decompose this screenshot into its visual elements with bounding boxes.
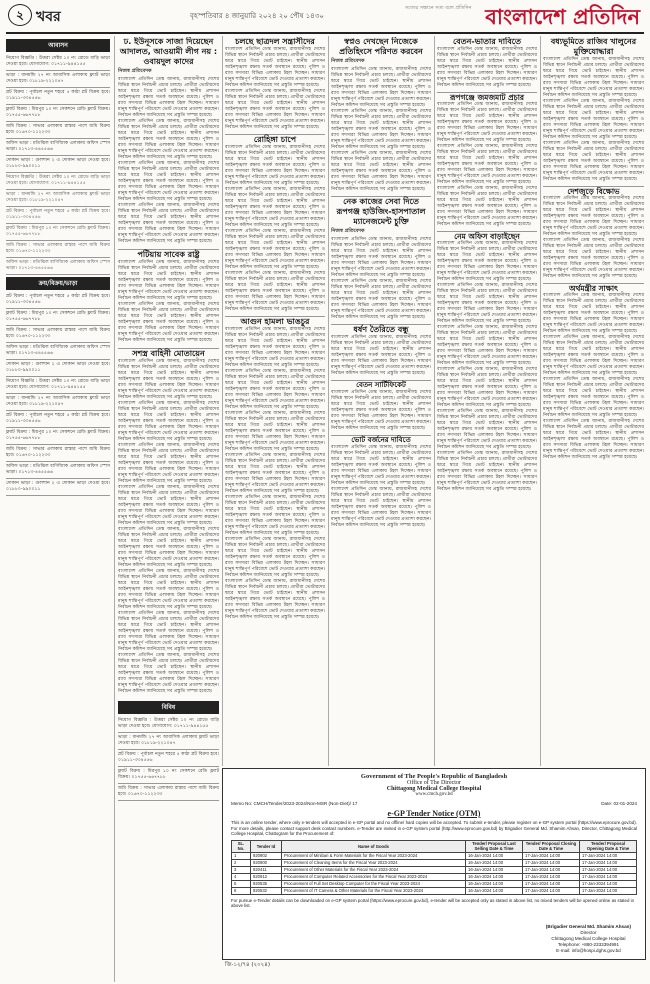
- header-rule: [6, 32, 644, 34]
- article-body: বাংলাদেশ প্রতিদিন ডেস্ক জানায়, রাজধানীসহ দেশের বিভিন্ন স্থানে নির্বাচনী প্রচার চলছে। প্রার্থীরা ভোটারদের দ্বারে দ্বারে গিয়ে ভোট চাইছেন। স্থানীয় প্রশাসন আইনশৃঙ্খলা রক্ষায় সতর্ক অবস্থানে রয়েছে। পুলিশ ও র‍্যাব সদস্যরা বিভিন্ন এলাকায় টহল দিচ্ছেন। সাধারণ মানুষ শান্তিপূর্ণ পরিবেশে ভোট দেওয়ার প্রত্যাশা করছেন। নির্বাচন কমিশন জানিয়েছে সব প্রস্তুতি সম্পন্ন হয়েছে।: [437, 241, 537, 282]
- article-headline: অর্থমন্ত্রীর সাক্ষাৎ: [543, 283, 644, 293]
- article-headline: নেক কাজের সেবা দিতে রূপগঞ্জ হাউজিং-হাসপাতাল ম্যানেজমেন্ট চুক্তি: [331, 196, 431, 227]
- classified-ad: ফ্ল্যাট বিক্রয় : মিরপুর ১০ নং সেকশনে রেডি ফ্ল্যাট বিক্রয়। ০১৭৫৫-৬৬৭৭৮৮: [6, 224, 110, 241]
- article-headline: বধ্যভূমিতে রাজিব খালুনের মুক্তিযোদ্ধারা: [550, 37, 637, 56]
- tender-website-link[interactable]: www.cmch.gov.bd: [415, 792, 453, 797]
- article-body: বাংলাদেশ প্রতিদিন ডেস্ক জানায়, রাজধানীসহ দেশের বিভিন্ন স্থানে নির্বাচনী প্রচার চলছে। প্রার্থীরা ভোটারদের দ্বারে দ্বারে গিয়ে ভোট চাইছেন। স্থানীয় প্রশাসন আইনশৃঙ্খলা রক্ষায় সতর্ক অবস্থানে রয়েছে। পুলিশ ও র‍্যাব সদস্যরা বিভিন্ন এলাকায় টহল দিচ্ছেন। সাধারণ মানুষ শান্তিপূর্ণ পরিবেশে ভোট দেওয়ার প্রত্যাশা করছেন। নির্বাচন কমিশন জানিয়েছে সব প্রস্তুতি সম্পন্ন হয়েছে।: [543, 196, 644, 237]
- classified-ad: জমি বিক্রয় : সাভার এলাকায় রাস্তার পাশে জমি বিক্রয় হবে। ০১৬৭০-১১২২৩৩: [6, 122, 110, 139]
- article-body: বাংলাদেশ প্রতিদিন ডেস্ক জানায়, রাজধানীসহ দেশের বিভিন্ন স্থানে নির্বাচনী প্রচার চলছে। প্রার্থীরা ভোটারদের দ্বারে দ্বারে গিয়ে ভোট চাইছেন। স্থানীয় প্রশাসন আইনশৃঙ্খলা রক্ষায় সতর্ক অবস্থানে রয়েছে। পুলিশ ও র‍্যাব সদস্যরা বিভিন্ন এলাকায় টহল দিচ্ছেন। সাধারণ মানুষ শান্তিপূর্ণ পরিবেশে ভোট দেওয়ার প্রত্যাশা করছেন। নির্বাচন কমিশন জানিয়েছে সব প্রস্তুতি সম্পন্ন হয়েছে।: [118, 401, 219, 442]
- article-headline: বেতন সার্টিফিকেট: [331, 380, 431, 390]
- signer-title: Director: [580, 930, 597, 935]
- column-divider: [434, 36, 435, 766]
- article-body: বাংলাদেশ প্রতিদিন ডেস্ক জানায়, রাজধানীসহ দেশের বিভিন্ন স্থানে নির্বাচনী প্রচার চলছে। প্রার্থীরা ভোটারদের দ্বারে দ্বারে গিয়ে ভোট চাইছেন। স্থানীয় প্রশাসন আইনশৃঙ্খলা রক্ষায় সতর্ক অবস্থানে রয়েছে। পুলিশ ও র‍্যাব সদস্যরা বিভিন্ন এলাকায় টহল দিচ্ছেন। সাধারণ মানুষ শান্তিপূর্ণ পরিবেশে ভোট দেওয়ার প্রত্যাশা করছেন। নির্বাচন কমিশন জানিয়েছে সব প্রস্তুতি সম্পন্ন হয়েছে।: [331, 237, 431, 278]
- article-headline: দেশজুড়ে বিক্ষোভ: [543, 186, 644, 196]
- tender-cell: 920411: [251, 866, 282, 873]
- article-body: বাংলাদেশ প্রতিদিন ডেস্ক জানায়, রাজধানীসহ দেশের বিভিন্ন স্থানে নির্বাচনী প্রচার চলছে। প্রার্থীরা ভোটারদের দ্বারে দ্বারে গিয়ে ভোট চাইছেন। স্থানীয় প্রশাসন আইনশৃঙ্খলা রক্ষায় সতর্ক অবস্থানে রয়েছে। পুলিশ ও র‍্যাব সদস্যরা বিভিন্ন এলাকায় টহল দিচ্ছেন। সাধারণ মানুষ শান্তিপূর্ণ পরিবেশে ভোট দেওয়ার প্রত্যাশা করছেন। নির্বাচন কমিশন জানিয়েছে সব প্রস্তুতি সম্পন্ন হয়েছে।: [225, 271, 325, 312]
- tender-cell: 6: [232, 887, 251, 894]
- classified-ad: নিয়োগ বিজ্ঞপ্তি : উত্তরা সেক্টর ১০ নং রোডে বাড়ি ভাড়া দেওয়া হবে। যোগাযোগ: ০১৭১১-৯৪৪১৫৫: [6, 54, 110, 71]
- col-sl: SL. No.: [232, 840, 251, 852]
- tender-cell: 16-Jan-2024 14:00: [466, 880, 523, 887]
- article-byline: নিজস্ব প্রতিবেদক: [331, 228, 365, 234]
- article-body: বাংলাদেশ প্রতিদিন ডেস্ক জানায়, রাজধানীসহ দেশের বিভিন্ন স্থানে নির্বাচনী প্রচার চলছে। প্রার্থীরা ভোটারদের দ্বারে দ্বারে গিয়ে ভোট চাইছেন। স্থানীয় প্রশাসন আইনশৃঙ্খলা রক্ষায় সতর্ক অবস্থানে রয়েছে। পুলিশ ও র‍্যাব সদস্যরা বিভিন্ন এলাকায় টহল দিচ্ছেন। সাধারণ মানুষ শান্তিপূর্ণ পরিবেশে ভোট দেওয়ার প্রত্যাশা করছেন। নির্বাচন কমিশন জানিয়েছে সব প্রস্তুতি সম্পন্ন হয়েছে।: [331, 390, 431, 431]
- article-body: বাংলাদেশ প্রতিদিন ডেস্ক জানায়, রাজধানীসহ দেশের বিভিন্ন স্থানে নির্বাচনী প্রচার চলছে। প্রার্থীরা ভোটারদের দ্বারে দ্বারে গিয়ে ভোট চাইছেন। স্থানীয় প্রশাসন আইনশৃঙ্খলা রক্ষায় সতর্ক অবস্থানে রয়েছে। পুলিশ ও র‍্যাব সদস্যরা বিভিন্ন এলাকায় টহল দিচ্ছেন। সাধারণ মানুষ শান্তিপূর্ণ পরিবেশে ভোট দেওয়ার প্রত্যাশা করছেন। নির্বাচন কমিশন জানিয়েছে সব প্রস্তুতি সম্পন্ন হয়েছে।: [543, 99, 644, 140]
- classified-ad: প্লট বিক্রয় : পূর্বাচল নতুন শহরে ৫ কাঠা প্লট বিক্রয় হবে। ০১৯১১-৩৩৪৫৫৬: [6, 411, 110, 428]
- classified-ad: অফিস ভাড়া : মতিঝিল বাণিজ্যিক এলাকায় অফিস স্পেস ভাড়া। ০১৭১৩-৪৪৫৫৬৬: [6, 139, 110, 156]
- article-body: বাংলাদেশ প্রতিদিন ডেস্ক জানায়, রাজধানীসহ দেশের বিভিন্ন স্থানে নির্বাচনী প্রচার চলছে। প্রার্থীরা ভোটারদের দ্বারে দ্বারে গিয়ে ভোট চাইছেন। স্থানীয় প্রশাসন আইনশৃঙ্খলা রক্ষায় সতর্ক অবস্থানে রয়েছে। পুলিশ ও র‍্যাব সদস্যরা বিভিন্ন এলাকায় টহল দিচ্ছেন। সাধারণ মানুষ শান্তিপূর্ণ পরিবেশে ভোট দেওয়ার প্রত্যাশা করছেন। নির্বাচন কমিশন জানিয়েছে সব প্রস্তুতি সম্পন্ন হয়েছে।: [331, 109, 431, 150]
- classified-ad: ভাড়া : ধানমন্ডি ২৭ নং আবাসিক এলাকায় ফ্ল্যাট ভাড়া দেওয়া হবে। ০১৮১৯-২২১০৪৭: [6, 71, 110, 88]
- column-divider: [222, 36, 223, 766]
- tender-cell: 17-Jan-2024 14:00: [523, 873, 580, 880]
- tender-cell: 920902: [251, 852, 282, 859]
- tender-cell: 920900: [251, 859, 282, 866]
- classified-ad: দোকান ভাড়া : গুলশান ২ এ দোকান ভাড়া দেওয়া হবে। ০১৮৮০-৯৯০০১১: [6, 156, 110, 173]
- tender-date: Date: 02-01-2024: [601, 801, 637, 806]
- article-body: বাংলাদেশ প্রতিদিন ডেস্ক জানায়, রাজধানীসহ দেশের বিভিন্ন স্থানে নির্বাচনী প্রচার চলছে। প্রার্থীরা ভোটারদের দ্বারে দ্বারে গিয়ে ভোট চাইছেন। স্থানীয় প্রশাসন আইনশৃঙ্খলা রক্ষায় সতর্ক অবস্থানে রয়েছে। পুলিশ ও র‍্যাব সদস্যরা বিভিন্ন এলাকায় টহল দিচ্ছেন। সাধারণ মানুষ শান্তিপূর্ণ পরিবেশে ভোট দেওয়ার প্রত্যাশা করছেন। নির্বাচন কমিশন জানিয়েছে সব প্রস্তুতি সম্পন্ন হয়েছে।: [543, 57, 644, 98]
- tender-cell: 3: [232, 866, 251, 873]
- article-body: বাংলাদেশ প্রতিদিন ডেস্ক জানায়, রাজধানীসহ দেশের বিভিন্ন স্থানে নির্বাচনী প্রচার চলছে। প্রার্থীরা ভোটারদের দ্বারে দ্বারে গিয়ে ভোট চাইছেন। স্থানীয় প্রশাসন আইনশৃঙ্খলা রক্ষায় সতর্ক অবস্থানে রয়েছে। পুলিশ ও র‍্যাব সদস্যরা বিভিন্ন এলাকায় টহল দিচ্ছেন। সাধারণ মানুষ শান্তিপূর্ণ পরিবেশে ভোট দেওয়ার প্রত্যাশা করছেন। নির্বাচন কমিশন জানিয়েছে সব প্রস্তুতি সম্পন্ন হয়েছে।: [118, 119, 219, 160]
- tender-cell: 1: [232, 852, 251, 859]
- tagline: সত্যের সন্ধানে সত্য বলে প্রতিদিন: [405, 5, 472, 11]
- tender-signature-block: [546, 924, 631, 954]
- tender-cell: 5: [232, 880, 251, 887]
- article-body: বাংলাদেশ প্রতিদিন ডেস্ক জানায়, রাজধানীসহ দেশের বিভিন্ন স্থানে নির্বাচনী প্রচার চলছে। প্রার্থীরা ভোটারদের দ্বারে দ্বারে গিয়ে ভোট চাইছেন। স্থানীয় প্রশাসন আইনশৃঙ্খলা রক্ষায় সতর্ক অবস্থানে রয়েছে। পুলিশ ও র‍্যাব সদস্যরা বিভিন্ন এলাকায় টহল দিচ্ছেন। সাধারণ মানুষ শান্তিপূর্ণ পরিবেশে ভোট দেওয়ার প্রত্যাশা করছেন। নির্বাচন কমিশন জানিয়েছে সব প্রস্তুতি সম্পন্ন হয়েছে।: [543, 377, 644, 418]
- article-headline: আগুন হামলা ভাঙচুর: [225, 316, 325, 327]
- tender-cell: 920532: [251, 887, 282, 894]
- classified-ad: নিয়োগ বিজ্ঞপ্তি : উত্তরা সেক্টর ১০ নং রোডে বাড়ি ভাড়া দেওয়া হবে। যোগাযোগ: ০১৭১১-৯৪৪১৫৫: [118, 716, 219, 733]
- classified-ad: ভাড়া : ধানমন্ডি ২৭ নং আবাসিক এলাকায় ফ্ল্যাট ভাড়া দেওয়া হবে। ০১৮১৯-২২১০৪৭: [118, 733, 219, 750]
- article-body: বাংলাদেশ প্রতিদিন ডেস্ক জানায়, রাজধানীসহ দেশের বিভিন্ন স্থানে নির্বাচনী প্রচার চলছে। প্রার্থীরা ভোটারদের দ্বারে দ্বারে গিয়ে ভোট চাইছেন। স্থানীয় প্রশাসন আইনশৃঙ্খলা রক্ষায় সতর্ক অবস্থানে রয়েছে। পুলিশ ও র‍্যাব সদস্যরা বিভিন্ন এলাকায় টহল দিচ্ছেন। সাধারণ মানুষ শান্তিপূর্ণ পরিবেশে ভোট দেওয়ার প্রত্যাশা করছেন। নির্বাচন কমিশন জানিয়েছে সব প্রস্তুতি সম্পন্ন হয়েছে।: [118, 260, 219, 301]
- tender-table-row: [232, 859, 637, 866]
- article-body: বাংলাদেশ প্রতিদিন ডেস্ক জানায়, রাজধানীসহ দেশের বিভিন্ন স্থানে নির্বাচনী প্রচার চলছে। প্রার্থীরা ভোটারদের দ্বারে দ্বারে গিয়ে ভোট চাইছেন। স্থানীয় প্রশাসন আইনশৃঙ্খলা রক্ষায় সতর্ক অবস্থানে রয়েছে। পুলিশ ও র‍্যাব সদস্যরা বিভিন্ন এলাকায় টহল দিচ্ছেন। সাধারণ মানুষ শান্তিপূর্ণ পরিবেশে ভোট দেওয়ার প্রত্যাশা করছেন। নির্বাচন কমিশন জানিয়েছে সব প্রস্তুতি সম্পন্ন হয়েছে।: [437, 144, 537, 185]
- news-column-2: [118, 37, 219, 977]
- classified-ad: ফ্ল্যাট বিক্রয় : মিরপুর ১০ নং সেকশনে রেডি ফ্ল্যাট বিক্রয়। ০১৭৫৫-৬৬৭৭৮৮: [118, 767, 219, 784]
- tender-gov-line: Government of The People's Republic of Bangladesh: [360, 773, 508, 780]
- classified-box-title: আবাসন: [6, 39, 110, 52]
- tender-title: e-GP Tender Notice (OTM): [387, 809, 481, 818]
- date-line: বৃহস্পতিবার ৪ জানুয়ারি ২০২৪ ২০ পৌষ ১৪৩০: [190, 12, 324, 20]
- tender-office: Office of The Director: [407, 780, 461, 786]
- tender-cell: Procurement of Minibari & Form Materials for the Fiscal Year 2023-2024: [282, 852, 466, 859]
- article-body: বাংলাদেশ প্রতিদিন ডেস্ক জানায়, রাজধানীসহ দেশের বিভিন্ন স্থানে নির্বাচনী প্রচার চলছে। প্রার্থীরা ভোটারদের দ্বারে দ্বারে গিয়ে ভোট চাইছেন। স্থানীয় প্রশাসন আইনশৃঙ্খলা রক্ষায় সতর্ক অবস্থানে রয়েছে। পুলিশ ও র‍্যাব সদস্যরা বিভিন্ন এলাকায় টহল দিচ্ছেন। সাধারণ মানুষ শান্তিপূর্ণ পরিবেশে ভোট দেওয়ার প্রত্যাশা করছেন। নির্বাচন কমিশন জানিয়েছে সব প্রস্তুতি সম্পন্ন হয়েছে।: [331, 487, 431, 528]
- col-selling-date: Tender/ Proposal Last Selling Date & Time: [466, 840, 523, 852]
- article-body: বাংলাদেশ প্রতিদিন ডেস্ক জানায়, রাজধানীসহ দেশের বিভিন্ন স্থানে নির্বাচনী প্রচার চলছে। প্রার্থীরা ভোটারদের দ্বারে দ্বারে গিয়ে ভোট চাইছেন। স্থানীয় প্রশাসন আইনশৃঙ্খলা রক্ষায় সতর্ক অবস্থানে রয়েছে। পুলিশ ও র‍্যাব সদস্যরা বিভিন্ন এলাকায় টহল দিচ্ছেন। সাধারণ মানুষ শান্তিপূর্ণ পরিবেশে ভোট দেওয়ার প্রত্যাশা করছেন। নির্বাচন কমিশন জানিয়েছে সব প্রস্তুতি সম্পন্ন হয়েছে।: [225, 327, 325, 368]
- tender-cell: 17-Jan-2024 14:00: [580, 880, 637, 887]
- classified-ad: ভাড়া : ধানমন্ডি ২৭ নং আবাসিক এলাকায় ফ্ল্যাট ভাড়া দেওয়া হবে। ০১৮১৯-২২১০৪৭: [6, 190, 110, 207]
- tender-cell: 2: [232, 859, 251, 866]
- tender-cell: 17-Jan-2024 14:00: [523, 859, 580, 866]
- article-body: বাংলাদেশ প্রতিদিন ডেস্ক জানায়, রাজধানীসহ দেশের বিভিন্ন স্থানে নির্বাচনী প্রচার চলছে। প্রার্থীরা ভোটারদের দ্বারে দ্বারে গিয়ে ভোট চাইছেন। স্থানীয় প্রশাসন আইনশৃঙ্খলা রক্ষায় সতর্ক অবস্থানে রয়েছে। পুলিশ ও র‍্যাব সদস্যরা বিভিন্ন এলাকায় টহল দিচ্ছেন। সাধারণ মানুষ শান্তিপূর্ণ পরিবেশে ভোট দেওয়ার প্রত্যাশা করছেন। নির্বাচন কমিশন জানিয়েছে সব প্রস্তুতি সম্পন্ন হয়েছে।: [118, 77, 219, 118]
- tender-hospital: Chittagong Medical College Hospital: [386, 786, 482, 792]
- article-body: বাংলাদেশ প্রতিদিন ডেস্ক জানায়, রাজধানীসহ দেশের বিভিন্ন স্থানে নির্বাচনী প্রচার চলছে। প্রার্থীরা ভোটারদের দ্বারে দ্বারে গিয়ে ভোট চাইছেন। স্থানীয় প্রশাসন আইনশৃঙ্খলা রক্ষায় সতর্ক অবস্থানে রয়েছে। পুলিশ ও র‍্যাব সদস্যরা বিভিন্ন এলাকায় টহল দিচ্ছেন। সাধারণ মানুষ শান্তিপূর্ণ পরিবেশে ভোট দেওয়ার প্রত্যাশা করছেন। নির্বাচন কমিশন জানিয়েছে সব প্রস্তুতি সম্পন্ন হয়েছে।: [118, 443, 219, 484]
- article-byline: নিজস্ব প্রতিবেদক: [331, 58, 365, 64]
- section-title: খবর: [36, 9, 61, 25]
- tender-cell: 16-Jan-2024 14:00: [466, 852, 523, 859]
- article-body: বাংলাদেশ প্রতিদিন ডেস্ক জানায়, রাজধানীসহ দেশের বিভিন্ন স্থানে নির্বাচনী প্রচার চলছে। প্রার্থীরা ভোটারদের দ্বারে দ্বারে গিয়ে ভোট চাইছেন। স্থানীয় প্রশাসন আইনশৃঙ্খলা রক্ষায় সতর্ক অবস্থানে রয়েছে। পুলিশ ও র‍্যাব সদস্যরা বিভিন্ন এলাকায় টহল দিচ্ছেন। সাধারণ মানুষ শান্তিপূর্ণ পরিবেশে ভোট দেওয়ার প্রত্যাশা করছেন। নির্বাচন কমিশন জানিয়েছে সব প্রস্তুতি সম্পন্ন হয়েছে।: [225, 495, 325, 536]
- classified-ad: জমি বিক্রয় : সাভার এলাকায় রাস্তার পাশে জমি বিক্রয় হবে। ০১৬৭০-১১২২৩৩: [6, 326, 110, 343]
- tender-cell: Procurement of Full Set Desktop Computer for the Fiscal Year 2023-2024: [282, 880, 466, 887]
- tender-table-row: [232, 880, 637, 887]
- article-headline: ধর্ষণ তৈরিতে বন্ধু: [331, 324, 431, 335]
- article-body: বাংলাদেশ প্রতিদিন ডেস্ক জানায়, রাজধানীসহ দেশের বিভিন্ন স্থানে নির্বাচনী প্রচার চলছে। প্রার্থীরা ভোটারদের দ্বারে দ্বারে গিয়ে ভোট চাইছেন। স্থানীয় প্রশাসন আইনশৃঙ্খলা রক্ষায় সতর্ক অবস্থানে রয়েছে। পুলিশ ও র‍্যাব সদস্যরা বিভিন্ন এলাকায় টহল দিচ্ছেন। সাধারণ মানুষ শান্তিপূর্ণ পরিবেশে ভোট দেওয়ার প্রত্যাশা করছেন। নির্বাচন কমিশন জানিয়েছে সব প্রস্তুতি সম্পন্ন হয়েছে।: [331, 67, 431, 108]
- tender-cell: Procurement of Cleaning Items for the Fiscal Year 2023-2024: [282, 859, 466, 866]
- article-body: বাংলাদেশ প্রতিদিন ডেস্ক জানায়, রাজধানীসহ দেশের বিভিন্ন স্থানে নির্বাচনী প্রচার চলছে। প্রার্থীরা ভোটারদের দ্বারে দ্বারে গিয়ে ভোট চাইছেন। স্থানীয় প্রশাসন আইনশৃঙ্খলা রক্ষায় সতর্ক অবস্থানে রয়েছে। পুলিশ ও র‍্যাব সদস্যরা বিভিন্ন এলাকায় টহল দিচ্ছেন। সাধারণ মানুষ শান্তিপূর্ণ পরিবেশে ভোট দেওয়ার প্রত্যাশা করছেন। নির্বাচন কমিশন জানিয়েছে সব প্রস্তুতি সম্পন্ন হয়েছে।: [437, 47, 537, 88]
- article-body: বাংলাদেশ প্রতিদিন ডেস্ক জানায়, রাজধানীসহ দেশের বিভিন্ন স্থানে নির্বাচনী প্রচার চলছে। প্রার্থীরা ভোটারদের দ্বারে দ্বারে গিয়ে ভোট চাইছেন। স্থানীয় প্রশাসন আইনশৃঙ্খলা রক্ষায় সতর্ক অবস্থানে রয়েছে। পুলিশ ও র‍্যাব সদস্যরা বিভিন্ন এলাকায় টহল দিচ্ছেন। সাধারণ মানুষ শান্তিপূর্ণ পরিবেশে ভোট দেওয়ার প্রত্যাশা করছেন। নির্বাচন কমিশন জানিয়েছে সব প্রস্তুতি সম্পন্ন হয়েছে।: [437, 409, 537, 450]
- tender-cell: 920535: [251, 880, 282, 887]
- article-headline: স্বপ্নও দেখছেন নিজেকে প্রতিহিংসে পরিণত করবেন: [339, 37, 423, 56]
- column-divider: [114, 36, 115, 982]
- tender-cell: 17-Jan-2024 14:00: [580, 873, 637, 880]
- article-headline: চলছে ছাত্রদল সন্ত্রাসীদের: [235, 37, 315, 46]
- classified-ad: প্লট বিক্রয় : পূর্বাচল নতুন শহরে ৫ কাঠা প্লট বিক্রয় হবে। ০১৯১১-৩৩৪৫৫৬: [118, 750, 219, 767]
- article-body: বাংলাদেশ প্রতিদিন ডেস্ক জানায়, রাজধানীসহ দেশের বিভিন্ন স্থানে নির্বাচনী প্রচার চলছে। প্রার্থীরা ভোটারদের দ্বারে দ্বারে গিয়ে ভোট চাইছেন। স্থানীয় প্রশাসন আইনশৃঙ্খলা রক্ষায় সতর্ক অবস্থানে রয়েছে। পুলিশ ও র‍্যাব সদস্যরা বিভিন্ন এলাকায় টহল দিচ্ছেন। সাধারণ মানুষ শান্তিপূর্ণ পরিবেশে ভোট দেওয়ার প্রত্যাশা করছেন। নির্বাচন কমিশন জানিয়েছে সব প্রস্তুতি সম্পন্ন হয়েছে।: [331, 445, 431, 486]
- article-body: বাংলাদেশ প্রতিদিন ডেস্ক জানায়, রাজধানীসহ দেশের বিভিন্ন স্থানে নির্বাচনী প্রচার চলছে। প্রার্থীরা ভোটারদের দ্বারে দ্বারে গিয়ে ভোট চাইছেন। স্থানীয় প্রশাসন আইনশৃঙ্খলা রক্ষায় সতর্ক অবস্থানে রয়েছে। পুলিশ ও র‍্যাব সদস্যরা বিভিন্ন এলাকায় টহল দিচ্ছেন। সাধারণ মানুষ শান্তিপূর্ণ পরিবেশে ভোট দেওয়ার প্রত্যাশা করছেন। নির্বাচন কমিশন জানিয়েছে সব প্রস্তুতি সম্পন্ন হয়েছে।: [331, 335, 431, 376]
- classified-ad: ফ্ল্যাট বিক্রয় : মিরপুর ১০ নং সেকশনে রেডি ফ্ল্যাট বিক্রয়। ০১৭৫৫-৬৬৭৭৮৮: [6, 105, 110, 122]
- column-divider: [328, 36, 329, 766]
- col-closing-date: Tender/ Proposal Closing Date & Time: [523, 840, 580, 852]
- column-divider: [540, 36, 541, 766]
- col-opening-date: Tender/ Proposal Opening Date & Time: [580, 840, 637, 852]
- article-body: বাংলাদেশ প্রতিদিন ডেস্ক জানায়, রাজধানীসহ দেশের বিভিন্ন স্থানে নির্বাচনী প্রচার চলছে। প্রার্থীরা ভোটারদের দ্বারে দ্বারে গিয়ে ভোট চাইছেন। স্থানীয় প্রশাসন আইনশৃঙ্খলা রক্ষায় সতর্ক অবস্থানে রয়েছে। পুলিশ ও র‍্যাব সদস্যরা বিভিন্ন এলাকায় টহল দিচ্ছেন। সাধারণ মানুষ শান্তিপূর্ণ পরিবেশে ভোট দেওয়ার প্রত্যাশা করছেন। নির্বাচন কমিশন জানিয়েছে সব প্রস্তুতি সম্পন্ন হয়েছে।: [225, 187, 325, 228]
- article-body: বাংলাদেশ প্রতিদিন ডেস্ক জানায়, রাজধানীসহ দেশের বিভিন্ন স্থানে নির্বাচনী প্রচার চলছে। প্রার্থীরা ভোটারদের দ্বারে দ্বারে গিয়ে ভোট চাইছেন। স্থানীয় প্রশাসন আইনশৃঙ্খলা রক্ষায় সতর্ক অবস্থানে রয়েছে। পুলিশ ও র‍্যাব সদস্যরা বিভিন্ন এলাকায় টহল দিচ্ছেন। সাধারণ মানুষ শান্তিপূর্ণ পরিবেশে ভোট দেওয়ার প্রত্যাশা করছেন। নির্বাচন কমিশন জানিয়েছে সব প্রস্তুতি সম্পন্ন হয়েছে।: [118, 359, 219, 400]
- gd-number: জি-১২/৭৪ (২০২৪): [225, 962, 270, 968]
- article-body: বাংলাদেশ প্রতিদিন ডেস্ক জানায়, রাজধানীসহ দেশের বিভিন্ন স্থানে নির্বাচনী প্রচার চলছে। প্রার্থীরা ভোটারদের দ্বারে দ্বারে গিয়ে ভোট চাইছেন। স্থানীয় প্রশাসন আইনশৃঙ্খলা রক্ষায় সতর্ক অবস্থানে রয়েছে। পুলিশ ও র‍্যাব সদস্যরা বিভিন্ন এলাকায় টহল দিচ্ছেন। সাধারণ মানুষ শান্তিপূর্ণ পরিবেশে ভোট দেওয়ার প্রত্যাশা করছেন। নির্বাচন কমিশন জানিয়েছে সব প্রস্তুতি সম্পন্ন হয়েছে।: [225, 229, 325, 270]
- tender-cell: 16-Jan-2024 14:00: [466, 866, 523, 873]
- masthead-logo: বাংলাদেশ প্রতিদিন: [485, 4, 640, 29]
- classified-box-title: ক্রয়/বিক্রয়/ভাড়া: [6, 277, 110, 290]
- tender-cell: 17-Jan-2024 14:00: [580, 859, 637, 866]
- col-goods: Name of Goods: [282, 840, 466, 852]
- news-column-3: [225, 37, 325, 765]
- article-body: বাংলাদেশ প্রতিদিন ডেস্ক জানায়, রাজধানীসহ দেশের বিভিন্ন স্থানে নির্বাচনী প্রচার চলছে। প্রার্থীরা ভোটারদের দ্বারে দ্বারে গিয়ে ভোট চাইছেন। স্থানীয় প্রশাসন আইনশৃঙ্খলা রক্ষায় সতর্ক অবস্থানে রয়েছে। পুলিশ ও র‍্যাব সদস্যরা বিভিন্ন এলাকায় টহল দিচ্ছেন। সাধারণ মানুষ শান্তিপূর্ণ পরিবেশে ভোট দেওয়ার প্রত্যাশা করছেন। নির্বাচন কমিশন জানিয়েছে সব প্রস্তুতি সম্পন্ন হয়েছে।: [437, 186, 537, 227]
- article-body: বাংলাদেশ প্রতিদিন ডেস্ক জানায়, রাজধানীসহ দেশের বিভিন্ন স্থানে নির্বাচনী প্রচার চলছে। প্রার্থীরা ভোটারদের দ্বারে দ্বারে গিয়ে ভোট চাইছেন। স্থানীয় প্রশাসন আইনশৃঙ্খলা রক্ষায় সতর্ক অবস্থানে রয়েছে। পুলিশ ও র‍্যাব সদস্যরা বিভিন্ন এলাকায় টহল দিচ্ছেন। সাধারণ মানুষ শান্তিপূর্ণ পরিবেশে ভোট দেওয়ার প্রত্যাশা করছেন। নির্বাচন কমিশন জানিয়েছে সব প্রস্তুতি সম্পন্ন হয়েছে।: [225, 145, 325, 186]
- classified-ad: নিয়োগ বিজ্ঞপ্তি : উত্তরা সেক্টর ১০ নং রোডে বাড়ি ভাড়া দেওয়া হবে। যোগাযোগ: ০১৭১১-৯৪৪১৫৫: [6, 377, 110, 394]
- article-body: বাংলাদেশ প্রতিদিন ডেস্ক জানায়, রাজধানীসহ দেশের বিভিন্ন স্থানে নির্বাচনী প্রচার চলছে। প্রার্থীরা ভোটারদের দ্বারে দ্বারে গিয়ে ভোট চাইছেন। স্থানীয় প্রশাসন আইনশৃঙ্খলা রক্ষায় সতর্ক অবস্থানে রয়েছে। পুলিশ ও র‍্যাব সদস্যরা বিভিন্ন এলাকায় টহল দিচ্ছেন। সাধারণ মানুষ শান্তিপূর্ণ পরিবেশে ভোট দেওয়ার প্রত্যাশা করছেন। নির্বাচন কমিশন জানিয়েছে সব প্রস্তুতি সম্পন্ন হয়েছে।: [225, 47, 325, 88]
- tender-table-row: [232, 887, 637, 894]
- article-body: বাংলাদেশ প্রতিদিন ডেস্ক জানায়, রাজধানীসহ দেশের বিভিন্ন স্থানে নির্বাচনী প্রচার চলছে। প্রার্থীরা ভোটারদের দ্বারে দ্বারে গিয়ে ভোট চাইছেন। স্থানীয় প্রশাসন আইনশৃঙ্খলা রক্ষায় সতর্ক অবস্থানে রয়েছে। পুলিশ ও র‍্যাব সদস্যরা বিভিন্ন এলাকায় টহল দিচ্ছেন। সাধারণ মানুষ শান্তিপূর্ণ পরিবেশে ভোট দেওয়ার প্রত্যাশা করছেন। নির্বাচন কমিশন জানিয়েছে সব প্রস্তুতি সম্পন্ন হয়েছে।: [225, 579, 325, 620]
- classified-ad: প্লট বিক্রয় : পূর্বাচল নতুন শহরে ৫ কাঠা প্লট বিক্রয় হবে। ০১৯১১-৩৩৪৫৫৬: [6, 292, 110, 309]
- tender-cell: 17-Jan-2024 14:00: [523, 852, 580, 859]
- article-body: বাংলাদেশ প্রতিদিন ডেস্ক জানায়, রাজধানীসহ দেশের বিভিন্ন স্থানে নির্বাচনী প্রচার চলছে। প্রার্থীরা ভোটারদের দ্বারে দ্বারে গিয়ে ভোট চাইছেন। স্থানীয় প্রশাসন আইনশৃঙ্খলা রক্ষায় সতর্ক অবস্থানে রয়েছে। পুলিশ ও র‍্যাব সদস্যরা বিভিন্ন এলাকায় টহল দিচ্ছেন। সাধারণ মানুষ শান্তিপূর্ণ পরিবেশে ভোট দেওয়ার প্রত্যাশা করছেন। নির্বাচন কমিশন জানিয়েছে সব প্রস্তুতি সম্পন্ন হয়েছে।: [118, 527, 219, 568]
- article-body: বাংলাদেশ প্রতিদিন ডেস্ক জানায়, রাজধানীসহ দেশের বিভিন্ন স্থানে নির্বাচনী প্রচার চলছে। প্রার্থীরা ভোটারদের দ্বারে দ্বারে গিয়ে ভোট চাইছেন। স্থানীয় প্রশাসন আইনশৃঙ্খলা রক্ষায় সতর্ক অবস্থানে রয়েছে। পুলিশ ও র‍্যাব সদস্যরা বিভিন্ন এলাকায় টহল দিচ্ছেন। সাধারণ মানুষ শান্তিপূর্ণ পরিবেশে ভোট দেওয়ার প্রত্যাশা করছেন। নির্বাচন কমিশন জানিয়েছে সব প্রস্তুতি সম্পন্ন হয়েছে।: [437, 102, 537, 143]
- article-byline: নিজস্ব প্রতিবেদক: [118, 68, 152, 74]
- news-column-4: [331, 37, 431, 765]
- tender-cell: 17-Jan-2024 14:00: [523, 887, 580, 894]
- tender-cell: 16-Jan-2024 14:00: [466, 887, 523, 894]
- tender-notice: [222, 768, 646, 960]
- classifieds-column: [6, 37, 110, 977]
- tender-memo-row: [231, 801, 637, 806]
- classified-ad: ফ্ল্যাট বিক্রয় : মিরপুর ১০ নং সেকশনে রেডি ফ্ল্যাট বিক্রয়। ০১৭৫৫-৬৬৭৭৮৮: [6, 428, 110, 445]
- classified-ad: অফিস ভাড়া : মতিঝিল বাণিজ্যিক এলাকায় অফিস স্পেস ভাড়া। ০১৭১৩-৪৪৫৫৬৬: [6, 343, 110, 360]
- article-body: বাংলাদেশ প্রতিদিন ডেস্ক জানায়, রাজধানীসহ দেশের বিভিন্ন স্থানে নির্বাচনী প্রচার চলছে। প্রার্থীরা ভোটারদের দ্বারে দ্বারে গিয়ে ভোট চাইছেন। স্থানীয় প্রশাসন আইনশৃঙ্খলা রক্ষায় সতর্ক অবস্থানে রয়েছে। পুলিশ ও র‍্যাব সদস্যরা বিভিন্ন এলাকায় টহল দিচ্ছেন। সাধারণ মানুষ শান্তিপূর্ণ পরিবেশে ভোট দেওয়ার প্রত্যাশা করছেন। নির্বাচন কমিশন জানিয়েছে সব প্রস্তুতি সম্পন্ন হয়েছে।: [331, 279, 431, 320]
- col-tender-id: Tender Id: [251, 840, 282, 852]
- article-headline: রূপগঞ্জে জমজমাট প্রচার: [437, 92, 537, 102]
- signer-name: (Brigadier General Md. Shamim Ahsan): [545, 924, 631, 929]
- article-headline: ঢ. ইউনূসকে সাজা দিয়েছেন আদালত, আওয়ামী লীগ নয় : ওবায়দুল কাদের: [119, 37, 218, 66]
- classified-ad: অফিস ভাড়া : মতিঝিল বাণিজ্যিক এলাকায় অফিস স্পেস ভাড়া। ০১৭১৩-৪৪৫৫৬৬: [6, 462, 110, 479]
- page-header: [0, 0, 650, 30]
- classified-ad: প্লট বিক্রয় : পূর্বাচল নতুন শহরে ৫ কাঠা প্লট বিক্রয় হবে। ০১৯১১-৩৩৪৫৫৬: [6, 207, 110, 224]
- article-headline: নেম অফিস বাড়াইছেন: [437, 231, 537, 241]
- classified-ad: দোকান ভাড়া : গুলশান ২ এ দোকান ভাড়া দেওয়া হবে। ০১৮৮০-৯৯০০১১: [6, 479, 110, 496]
- tender-cell: 17-Jan-2024 14:00: [523, 866, 580, 873]
- article-body: বাংলাদেশ প্রতিদিন ডেস্ক জানায়, রাজধানীসহ দেশের বিভিন্ন স্থানে নির্বাচনী প্রচার চলছে। প্রার্থীরা ভোটারদের দ্বারে দ্বারে গিয়ে ভোট চাইছেন। স্থানীয় প্রশাসন আইনশৃঙ্খলা রক্ষায় সতর্ক অবস্থানে রয়েছে। পুলিশ ও র‍্যাব সদস্যরা বিভিন্ন এলাকায় টহল দিচ্ছেন। সাধারণ মানুষ শান্তিপূর্ণ পরিবেশে ভোট দেওয়ার প্রত্যাশা করছেন। নির্বাচন কমিশন জানিয়েছে সব প্রস্তুতি সম্পন্ন হয়েছে।: [543, 293, 644, 334]
- signer-phone: Telephone: +880-2333394991: [557, 942, 620, 947]
- article-body: বাংলাদেশ প্রতিদিন ডেস্ক জানায়, রাজধানীসহ দেশের বিভিন্ন স্থানে নির্বাচনী প্রচার চলছে। প্রার্থীরা ভোটারদের দ্বারে দ্বারে গিয়ে ভোট চাইছেন। স্থানীয় প্রশাসন আইনশৃঙ্খলা রক্ষায় সতর্ক অবস্থানে রয়েছে। পুলিশ ও র‍্যাব সদস্যরা বিভিন্ন এলাকায় টহল দিচ্ছেন। সাধারণ মানুষ শান্তিপূর্ণ পরিবেশে ভোট দেওয়ার প্রত্যাশা করছেন। নির্বাচন কমিশন জানিয়েছে সব প্রস্তুতি সম্পন্ন হয়েছে।: [543, 141, 644, 182]
- article-body: বাংলাদেশ প্রতিদিন ডেস্ক জানায়, রাজধানীসহ দেশের বিভিন্ন স্থানে নির্বাচনী প্রচার চলছে। প্রার্থীরা ভোটারদের দ্বারে দ্বারে গিয়ে ভোট চাইছেন। স্থানীয় প্রশাসন আইনশৃঙ্খলা রক্ষায় সতর্ক অবস্থানে রয়েছে। পুলিশ ও র‍্যাব সদস্যরা বিভিন্ন এলাকায় টহল দিচ্ছেন। সাধারণ মানুষ শান্তিপূর্ণ পরিবেশে ভোট দেওয়ার প্রত্যাশা করছেন। নির্বাচন কমিশন জানিয়েছে সব প্রস্তুতি সম্পন্ন হয়েছে।: [543, 238, 644, 279]
- tender-note: For pursue e-Tender details can be downloaded on e-GP system portal (https://www.eprocure.gov.bd), e-tender will be accepted only as stated in above list, no mixed tenders will be opened online as stated in above list.: [231, 897, 635, 908]
- article-body: বাংলাদেশ প্রতিদিন ডেস্ক জানায়, রাজধানীসহ দেশের বিভিন্ন স্থানে নির্বাচনী প্রচার চলছে। প্রার্থীরা ভোটারদের দ্বারে দ্বারে গিয়ে ভোট চাইছেন। স্থানীয় প্রশাসন আইনশৃঙ্খলা রক্ষায় সতর্ক অবস্থানে রয়েছে। পুলিশ ও র‍্যাব সদস্যরা বিভিন্ন এলাকায় টহল দিচ্ছেন। সাধারণ মানুষ শান্তিপূর্ণ পরিবেশে ভোট দেওয়ার প্রত্যাশা করছেন। নির্বাচন কমিশন জানিয়েছে সব প্রস্তুতি সম্পন্ন হয়েছে।: [118, 485, 219, 526]
- signer-office: Chittagong Medical College Hospital: [551, 936, 626, 941]
- article-headline: ভোট বর্জনের দাবিতে: [331, 435, 431, 445]
- tender-cell: 17-Jan-2024 14:00: [580, 866, 637, 873]
- article-body: বাংলাদেশ প্রতিদিন ডেস্ক জানায়, রাজধানীসহ দেশের বিভিন্ন স্থানে নির্বাচনী প্রচার চলছে। প্রার্থীরা ভোটারদের দ্বারে দ্বারে গিয়ে ভোট চাইছেন। স্থানীয় প্রশাসন আইনশৃঙ্খলা রক্ষায় সতর্ক অবস্থানে রয়েছে। পুলিশ ও র‍্যাব সদস্যরা বিভিন্ন এলাকায় টহল দিচ্ছেন। সাধারণ মানুষ শান্তিপূর্ণ পরিবেশে ভোট দেওয়ার প্রত্যাশা করছেন। নির্বাচন কমিশন জানিয়েছে সব প্রস্তুতি সম্পন্ন হয়েছে।: [225, 89, 325, 130]
- article-body: বাংলাদেশ প্রতিদিন ডেস্ক জানায়, রাজধানীসহ দেশের বিভিন্ন স্থানে নির্বাচনী প্রচার চলছে। প্রার্থীরা ভোটারদের দ্বারে দ্বারে গিয়ে ভোট চাইছেন। স্থানীয় প্রশাসন আইনশৃঙ্খলা রক্ষায় সতর্ক অবস্থানে রয়েছে। পুলিশ ও র‍্যাব সদস্যরা বিভিন্ন এলাকায় টহল দিচ্ছেন। সাধারণ মানুষ শান্তিপূর্ণ পরিবেশে ভোট দেওয়ার প্রত্যাশা করছেন। নির্বাচন কমিশন জানিয়েছে সব প্রস্তুতি সম্পন্ন হয়েছে।: [331, 151, 431, 192]
- classified-ad: নিয়োগ বিজ্ঞপ্তি : উত্তরা সেক্টর ১০ নং রোডে বাড়ি ভাড়া দেওয়া হবে। যোগাযোগ: ০১৭১১-৯৪৪১৫৫: [6, 173, 110, 190]
- tender-table-row: [232, 873, 637, 880]
- article-headline: পটিয়ায় সাবেক রাষ্ট্র: [118, 249, 219, 260]
- classified-ad: ভাড়া : ধানমন্ডি ২৭ নং আবাসিক এলাকায় ফ্ল্যাট ভাড়া দেওয়া হবে। ০১৮১৯-২২১০৪৭: [6, 394, 110, 411]
- tender-cell: Procurement of Other Materials for the Fiscal Year 2023-2024: [282, 866, 466, 873]
- tender-cell: 920912: [251, 873, 282, 880]
- classified-ad: ফ্ল্যাট বিক্রয় : মিরপুর ১০ নং সেকশনে রেডি ফ্ল্যাট বিক্রয়। ০১৭৫৫-৬৬৭৭৮৮: [6, 309, 110, 326]
- tender-cell: 17-Jan-2024 14:00: [523, 880, 580, 887]
- article-body: বাংলাদেশ প্রতিদিন ডেস্ক জানায়, রাজধানীসহ দেশের বিভিন্ন স্থানে নির্বাচনী প্রচার চলছে। প্রার্থীরা ভোটারদের দ্বারে দ্বারে গিয়ে ভোট চাইছেন। স্থানীয় প্রশাসন আইনশৃঙ্খলা রক্ষায় সতর্ক অবস্থানে রয়েছে। পুলিশ ও র‍্যাব সদস্যরা বিভিন্ন এলাকায় টহল দিচ্ছেন। সাধারণ মানুষ শান্তিপূর্ণ পরিবেশে ভোট দেওয়ার প্রত্যাশা করছেন। নির্বাচন কমিশন জানিয়েছে সব প্রস্তুতি সম্পন্ন হয়েছে।: [543, 335, 644, 376]
- article-body: বাংলাদেশ প্রতিদিন ডেস্ক জানায়, রাজধানীসহ দেশের বিভিন্ন স্থানে নির্বাচনী প্রচার চলছে। প্রার্থীরা ভোটারদের দ্বারে দ্বারে গিয়ে ভোট চাইছেন। স্থানীয় প্রশাসন আইনশৃঙ্খলা রক্ষায় সতর্ক অবস্থানে রয়েছে। পুলিশ ও র‍্যাব সদস্যরা বিভিন্ন এলাকায় টহল দিচ্ছেন। সাধারণ মানুষ শান্তিপূর্ণ পরিবেশে ভোট দেওয়ার প্রত্যাশা করছেন। নির্বাচন কমিশন জানিয়েছে সব প্রস্তুতি সম্পন্ন হয়েছে।: [543, 419, 644, 460]
- tender-body: This is an online tender, where only e-tenders will accepted in e-GP portal and no offline/ hard copies will be accepted. To submit e-tender, please register on e-GP system portal (https://www.eprocure.gov.bd). For more details, please contact support desk contact numbers. e-Tender are invited in e-GP system portal (http://www.eprocure.gov.bd) by Brigadier General Md. Shamim Ahsan, Director, Chittagong Medical College Hospital, Chattogram for the Procurement of:: [231, 820, 637, 837]
- news-column-5: [437, 37, 537, 765]
- tender-cell: 16-Jan-2024 14:00: [466, 859, 523, 866]
- article-body: বাংলাদেশ প্রতিদিন ডেস্ক জানায়, রাজধানীসহ দেশের বিভিন্ন স্থানে নির্বাচনী প্রচার চলছে। প্রার্থীরা ভোটারদের দ্বারে দ্বারে গিয়ে ভোট চাইছেন। স্থানীয় প্রশাসন আইনশৃঙ্খলা রক্ষায় সতর্ক অবস্থানে রয়েছে। পুলিশ ও র‍্যাব সদস্যরা বিভিন্ন এলাকায় টহল দিচ্ছেন। সাধারণ মানুষ শান্তিপূর্ণ পরিবেশে ভোট দেওয়ার প্রত্যাশা করছেন। নির্বাচন কমিশন জানিয়েছে সব প্রস্তুতি সম্পন্ন হয়েছে।: [118, 302, 219, 343]
- article-body: বাংলাদেশ প্রতিদিন ডেস্ক জানায়, রাজধানীসহ দেশের বিভিন্ন স্থানে নির্বাচনী প্রচার চলছে। প্রার্থীরা ভোটারদের দ্বারে দ্বারে গিয়ে ভোট চাইছেন। স্থানীয় প্রশাসন আইনশৃঙ্খলা রক্ষায় সতর্ক অবস্থানে রয়েছে। পুলিশ ও র‍্যাব সদস্যরা বিভিন্ন এলাকায় টহল দিচ্ছেন। সাধারণ মানুষ শান্তিপূর্ণ পরিবেশে ভোট দেওয়ার প্রত্যাশা করছেন। নির্বাচন কমিশন জানিয়েছে সব প্রস্তুতি সম্পন্ন হয়েছে।: [437, 325, 537, 366]
- tender-table-row: [232, 866, 637, 873]
- article-body: বাংলাদেশ প্রতিদিন ডেস্ক জানায়, রাজধানীসহ দেশের বিভিন্ন স্থানে নির্বাচনী প্রচার চলছে। প্রার্থীরা ভোটারদের দ্বারে দ্বারে গিয়ে ভোট চাইছেন। স্থানীয় প্রশাসন আইনশৃঙ্খলা রক্ষায় সতর্ক অবস্থানে রয়েছে। পুলিশ ও র‍্যাব সদস্যরা বিভিন্ন এলাকায় টহল দিচ্ছেন। সাধারণ মানুষ শান্তিপূর্ণ পরিবেশে ভোট দেওয়ার প্রত্যাশা করছেন। নির্বাচন কমিশন জানিয়েছে সব প্রস্তুতি সম্পন্ন হয়েছে।: [225, 453, 325, 494]
- tender-cell: Procurement of IT Camera & Other Materials for the Fiscal Year 2023-2024: [282, 887, 466, 894]
- tender-table-header: [232, 840, 637, 852]
- article-body: বাংলাদেশ প্রতিদিন ডেস্ক জানায়, রাজধানীসহ দেশের বিভিন্ন স্থানে নির্বাচনী প্রচার চলছে। প্রার্থীরা ভোটারদের দ্বারে দ্বারে গিয়ে ভোট চাইছেন। স্থানীয় প্রশাসন আইনশৃঙ্খলা রক্ষায় সতর্ক অবস্থানে রয়েছে। পুলিশ ও র‍্যাব সদস্যরা বিভিন্ন এলাকায় টহল দিচ্ছেন। সাধারণ মানুষ শান্তিপূর্ণ পরিবেশে ভোট দেওয়ার প্রত্যাশা করছেন। নির্বাচন কমিশন জানিয়েছে সব প্রস্তুতি সম্পন্ন হয়েছে।: [118, 569, 219, 610]
- article-headline: রোহিঙ্গা চাপে: [225, 134, 325, 145]
- article-body: বাংলাদেশ প্রতিদিন ডেস্ক জানায়, রাজধানীসহ দেশের বিভিন্ন স্থানে নির্বাচনী প্রচার চলছে। প্রার্থীরা ভোটারদের দ্বারে দ্বারে গিয়ে ভোট চাইছেন। স্থানীয় প্রশাসন আইনশৃঙ্খলা রক্ষায় সতর্ক অবস্থানে রয়েছে। পুলিশ ও র‍্যাব সদস্যরা বিভিন্ন এলাকায় টহল দিচ্ছেন। সাধারণ মানুষ শান্তিপূর্ণ পরিবেশে ভোট দেওয়ার প্রত্যাশা করছেন। নির্বাচন কমিশন জানিয়েছে সব প্রস্তুতি সম্পন্ন হয়েছে।: [437, 283, 537, 324]
- tender-table-row: [232, 852, 637, 859]
- tender-cell: 4: [232, 873, 251, 880]
- article-body: বাংলাদেশ প্রতিদিন ডেস্ক জানায়, রাজধানীসহ দেশের বিভিন্ন স্থানে নির্বাচনী প্রচার চলছে। প্রার্থীরা ভোটারদের দ্বারে দ্বারে গিয়ে ভোট চাইছেন। স্থানীয় প্রশাসন আইনশৃঙ্খলা রক্ষায় সতর্ক অবস্থানে রয়েছে। পুলিশ ও র‍্যাব সদস্যরা বিভিন্ন এলাকায় টহল দিচ্ছেন। সাধারণ মানুষ শান্তিপূর্ণ পরিবেশে ভোট দেওয়ার প্রত্যাশা করছেন। নির্বাচন কমিশন জানিয়েছে সব প্রস্তুতি সম্পন্ন হয়েছে।: [437, 367, 537, 408]
- news-column-6: [543, 37, 644, 765]
- classified-box-title: বিবিধ: [118, 701, 219, 714]
- classified-ad: জমি বিক্রয় : সাভার এলাকায় রাস্তার পাশে জমি বিক্রয় হবে। ০১৬৭০-১১২২৩৩: [118, 784, 219, 801]
- classified-ad: দোকান ভাড়া : গুলশান ২ এ দোকান ভাড়া দেওয়া হবে। ০১৮৮০-৯৯০০১১: [6, 360, 110, 377]
- article-body: বাংলাদেশ প্রতিদিন ডেস্ক জানায়, রাজধানীসহ দেশের বিভিন্ন স্থানে নির্বাচনী প্রচার চলছে। প্রার্থীরা ভোটারদের দ্বারে দ্বারে গিয়ে ভোট চাইছেন। স্থানীয় প্রশাসন আইনশৃঙ্খলা রক্ষায় সতর্ক অবস্থানে রয়েছে। পুলিশ ও র‍্যাব সদস্যরা বিভিন্ন এলাকায় টহল দিচ্ছেন। সাধারণ মানুষ শান্তিপূর্ণ পরিবেশে ভোট দেওয়ার প্রত্যাশা করছেন। নির্বাচন কমিশন জানিয়েছে সব প্রস্তুতি সম্পন্ন হয়েছে।: [118, 611, 219, 652]
- tender-table: [231, 840, 637, 895]
- article-headline: বেতন-ভাতার দাবিতে: [452, 37, 522, 46]
- article-body: বাংলাদেশ প্রতিদিন ডেস্ক জানায়, রাজধানীসহ দেশের বিভিন্ন স্থানে নির্বাচনী প্রচার চলছে। প্রার্থীরা ভোটারদের দ্বারে দ্বারে গিয়ে ভোট চাইছেন। স্থানীয় প্রশাসন আইনশৃঙ্খলা রক্ষায় সতর্ক অবস্থানে রয়েছে। পুলিশ ও র‍্যাব সদস্যরা বিভিন্ন এলাকায় টহল দিচ্ছেন। সাধারণ মানুষ শান্তিপূর্ণ পরিবেশে ভোট দেওয়ার প্রত্যাশা করছেন। নির্বাচন কমিশন জানিয়েছে সব প্রস্তুতি সম্পন্ন হয়েছে।: [437, 451, 537, 492]
- classified-ad: জমি বিক্রয় : সাভার এলাকায় রাস্তার পাশে জমি বিক্রয় হবে। ০১৬৭০-১১২২৩৩: [6, 445, 110, 462]
- article-body: বাংলাদেশ প্রতিদিন ডেস্ক জানায়, রাজধানীসহ দেশের বিভিন্ন স্থানে নির্বাচনী প্রচার চলছে। প্রার্থীরা ভোটারদের দ্বারে দ্বারে গিয়ে ভোট চাইছেন। স্থানীয় প্রশাসন আইনশৃঙ্খলা রক্ষায় সতর্ক অবস্থানে রয়েছে। পুলিশ ও র‍্যাব সদস্যরা বিভিন্ন এলাকায় টহল দিচ্ছেন। সাধারণ মানুষ শান্তিপূর্ণ পরিবেশে ভোট দেওয়ার প্রত্যাশা করছেন। নির্বাচন কমিশন জানিয়েছে সব প্রস্তুতি সম্পন্ন হয়েছে।: [118, 653, 219, 694]
- article-body: বাংলাদেশ প্রতিদিন ডেস্ক জানায়, রাজধানীসহ দেশের বিভিন্ন স্থানে নির্বাচনী প্রচার চলছে। প্রার্থীরা ভোটারদের দ্বারে দ্বারে গিয়ে ভোট চাইছেন। স্থানীয় প্রশাসন আইনশৃঙ্খলা রক্ষায় সতর্ক অবস্থানে রয়েছে। পুলিশ ও র‍্যাব সদস্যরা বিভিন্ন এলাকায় টহল দিচ্ছেন। সাধারণ মানুষ শান্তিপূর্ণ পরিবেশে ভোট দেওয়ার প্রত্যাশা করছেন। নির্বাচন কমিশন জানিয়েছে সব প্রস্তুতি সম্পন্ন হয়েছে।: [118, 161, 219, 202]
- tender-memo-no: Memo No: CMCH/Tender/2023-2024/Non-MSR (Non-Diet)/ 17: [231, 801, 358, 806]
- tender-cell: 17-Jan-2024 14:00: [580, 852, 637, 859]
- page-number: ২: [8, 4, 32, 26]
- article-body: বাংলাদেশ প্রতিদিন ডেস্ক জানায়, রাজধানীসহ দেশের বিভিন্ন স্থানে নির্বাচনী প্রচার চলছে। প্রার্থীরা ভোটারদের দ্বারে দ্বারে গিয়ে ভোট চাইছেন। স্থানীয় প্রশাসন আইনশৃঙ্খলা রক্ষায় সতর্ক অবস্থানে রয়েছে। পুলিশ ও র‍্যাব সদস্যরা বিভিন্ন এলাকায় টহল দিচ্ছেন। সাধারণ মানুষ শান্তিপূর্ণ পরিবেশে ভোট দেওয়ার প্রত্যাশা করছেন। নির্বাচন কমিশন জানিয়েছে সব প্রস্তুতি সম্পন্ন হয়েছে।: [225, 369, 325, 410]
- signer-email[interactable]: E-mail: info@hospi.dghs.gov.bd: [556, 948, 621, 953]
- article-body: বাংলাদেশ প্রতিদিন ডেস্ক জানায়, রাজধানীসহ দেশের বিভিন্ন স্থানে নির্বাচনী প্রচার চলছে। প্রার্থীরা ভোটারদের দ্বারে দ্বারে গিয়ে ভোট চাইছেন। স্থানীয় প্রশাসন আইনশৃঙ্খলা রক্ষায় সতর্ক অবস্থানে রয়েছে। পুলিশ ও র‍্যাব সদস্যরা বিভিন্ন এলাকায় টহল দিচ্ছেন। সাধারণ মানুষ শান্তিপূর্ণ পরিবেশে ভোট দেওয়ার প্রত্যাশা করছেন। নির্বাচন কমিশন জানিয়েছে সব প্রস্তুতি সম্পন্ন হয়েছে।: [225, 537, 325, 578]
- tender-cell: Procurement of Computer Related Accessories for the Fiscal Year 2023-2024: [282, 873, 466, 880]
- classified-ad: জমি বিক্রয় : সাভার এলাকায় রাস্তার পাশে জমি বিক্রয় হবে। ০১৬৭০-১১২২৩৩: [6, 241, 110, 258]
- classified-ad: অফিস ভাড়া : মতিঝিল বাণিজ্যিক এলাকায় অফিস স্পেস ভাড়া। ০১৭১৩-৪৪৫৫৬৬: [6, 258, 110, 275]
- article-body: বাংলাদেশ প্রতিদিন ডেস্ক জানায়, রাজধানীসহ দেশের বিভিন্ন স্থানে নির্বাচনী প্রচার চলছে। প্রার্থীরা ভোটারদের দ্বারে দ্বারে গিয়ে ভোট চাইছেন। স্থানীয় প্রশাসন আইনশৃঙ্খলা রক্ষায় সতর্ক অবস্থানে রয়েছে। পুলিশ ও র‍্যাব সদস্যরা বিভিন্ন এলাকায় টহল দিচ্ছেন। সাধারণ মানুষ শান্তিপূর্ণ পরিবেশে ভোট দেওয়ার প্রত্যাশা করছেন। নির্বাচন কমিশন জানিয়েছে সব প্রস্তুতি সম্পন্ন হয়েছে।: [118, 203, 219, 244]
- tender-cell: 16-Jan-2024 14:00: [466, 873, 523, 880]
- classified-ad: প্লট বিক্রয় : পূর্বাচল নতুন শহরে ৫ কাঠা প্লট বিক্রয় হবে। ০১৯১১-৩৩৪৫৫৬: [6, 88, 110, 105]
- tender-cell: 17-Jan-2024 14:00: [580, 887, 637, 894]
- article-body: বাংলাদেশ প্রতিদিন ডেস্ক জানায়, রাজধানীসহ দেশের বিভিন্ন স্থানে নির্বাচনী প্রচার চলছে। প্রার্থীরা ভোটারদের দ্বারে দ্বারে গিয়ে ভোট চাইছেন। স্থানীয় প্রশাসন আইনশৃঙ্খলা রক্ষায় সতর্ক অবস্থানে রয়েছে। পুলিশ ও র‍্যাব সদস্যরা বিভিন্ন এলাকায় টহল দিচ্ছেন। সাধারণ মানুষ শান্তিপূর্ণ পরিবেশে ভোট দেওয়ার প্রত্যাশা করছেন। নির্বাচন কমিশন জানিয়েছে সব প্রস্তুতি সম্পন্ন হয়েছে।: [225, 411, 325, 452]
- article-headline: সশস্ত্র বাহিনী মোতায়েন: [118, 348, 219, 359]
